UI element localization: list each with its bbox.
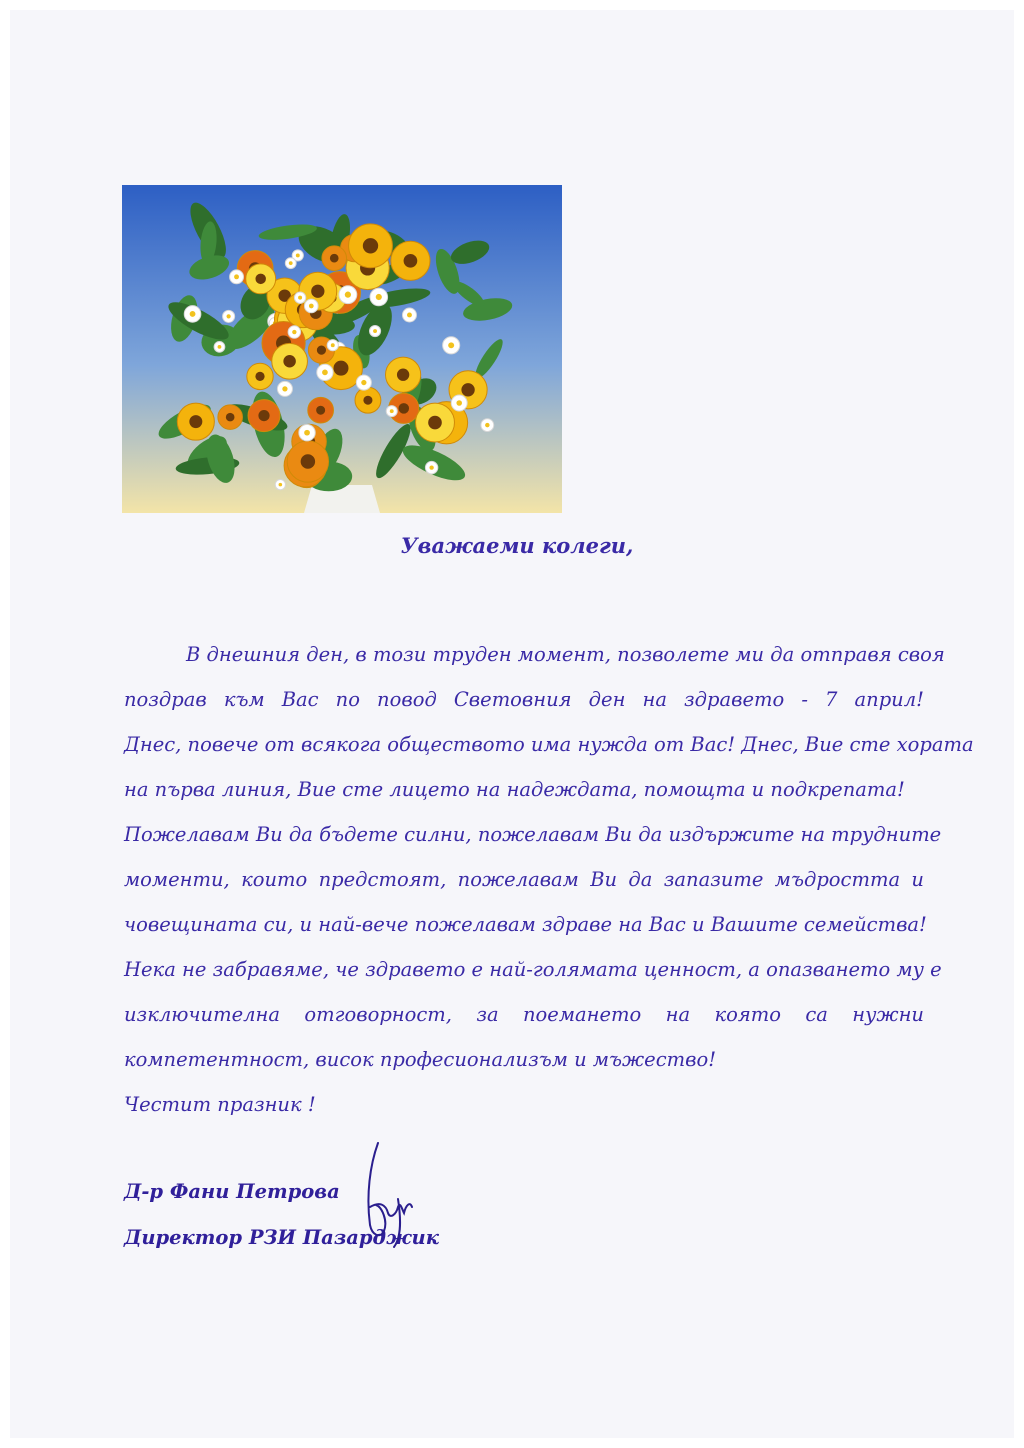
- body-line: Нека не забравяме, че здравето е най-голямата ценност, а опазването му е: [124, 958, 942, 981]
- signatory-title: Директор РЗИ Пазарджик: [124, 1226, 439, 1249]
- body-line: компетентност, висок професионализъм и мъжество!: [124, 1048, 717, 1071]
- closing-line: Честит празник !: [124, 1093, 316, 1116]
- body-line: В днешния ден, в този труден момент, позволете ми да отправя своя: [186, 643, 945, 666]
- body-line: поздрав към Вас по повод Световния ден на здравето - 7 април!: [124, 688, 924, 711]
- handwritten-signature: [340, 1135, 430, 1255]
- letter-body: [124, 632, 974, 1127]
- salutation: Уважаеми колеги,: [400, 533, 634, 558]
- signatory-name: Д-р Фани Петрова: [124, 1180, 340, 1203]
- body-line: моменти, които предстоят, пожелавам Ви да запазите мъдростта и: [124, 868, 924, 891]
- body-line: Пожелавам Ви да бъдете силни, пожелавам Ви да издържите на трудните: [124, 823, 942, 846]
- body-line: на първа линия, Вие сте лицето на надеждата, помощта и подкрепата!: [124, 778, 905, 801]
- body-line: човещината си, и най-вече пожелавам здраве на Вас и Вашите семейства!: [124, 913, 927, 936]
- flower-bouquet-image: [122, 185, 562, 513]
- body-line: изключителна отговорност, за поемането на която са нужни: [124, 1003, 924, 1026]
- body-line: Днес, повече от всякога обществото има нужда от Вас! Днес, Вие сте хората: [124, 733, 974, 756]
